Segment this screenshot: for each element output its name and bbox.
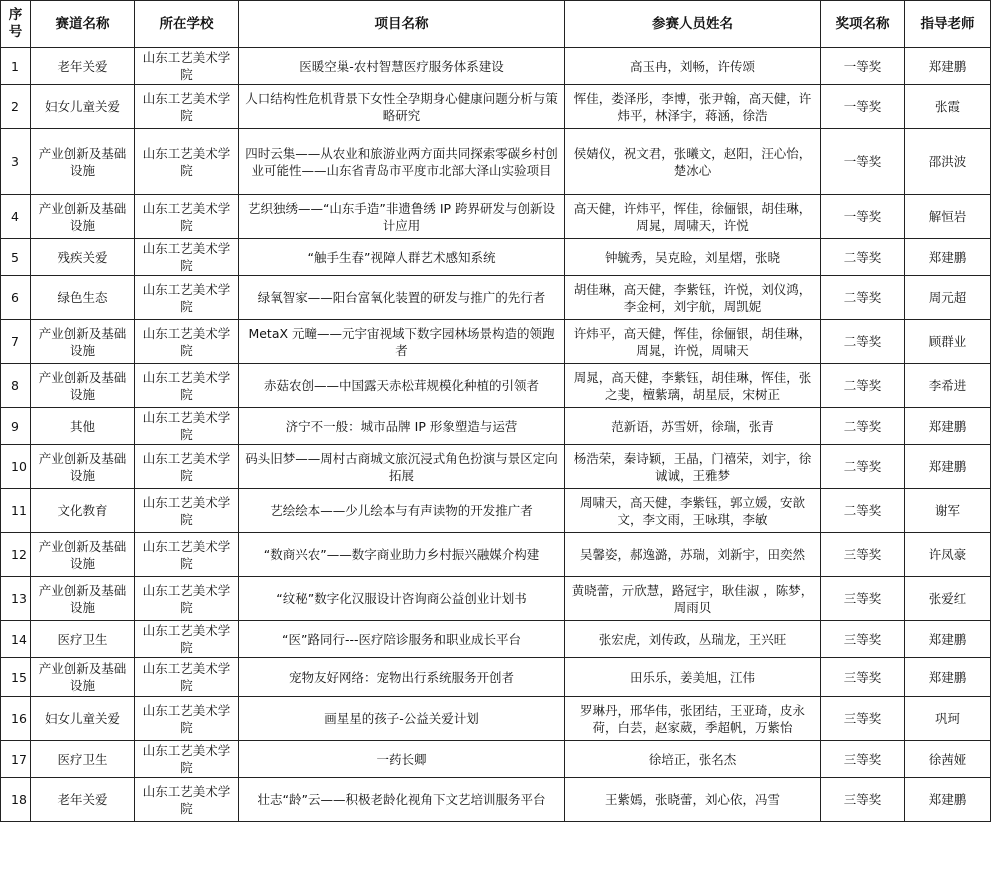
cell-award: 三等奖 (821, 741, 905, 778)
cell-school: 山东工艺美术学院 (135, 489, 239, 533)
table-row (1, 533, 991, 577)
cell-members: 恽佳，娄泽彤，李博，张尹翰，高天健，许炜平，林泽宇，蒋涵，徐浩 (565, 85, 821, 129)
cell-members: 周晁，高天健，李紫钰，胡佳琳，恽佳，张之斐，檀紫璃，胡星辰，宋树正 (565, 364, 821, 408)
table-row (1, 445, 991, 489)
table-row (1, 658, 991, 697)
cell-members: 田乐乐，姜美旭，江伟 (565, 658, 821, 697)
cell-index: 18 (1, 778, 31, 822)
cell-members: 胡佳琳，高天健，李紫钰，许悦，刘仪鸿，李金柯，刘宇航，周凯妮 (565, 276, 821, 320)
cell-school: 山东工艺美术学院 (135, 621, 239, 658)
cell-track: 文化教育 (31, 489, 135, 533)
cell-index: 8 (1, 364, 31, 408)
cell-members: 王紫嫣，张晓蕾，刘心依，冯雪 (565, 778, 821, 822)
cell-project: 艺绘绘本——少儿绘本与有声读物的开发推广者 (239, 489, 565, 533)
cell-school: 山东工艺美术学院 (135, 697, 239, 741)
cell-school: 山东工艺美术学院 (135, 577, 239, 621)
cell-track: 产业创新及基础设施 (31, 533, 135, 577)
cell-index: 12 (1, 533, 31, 577)
cell-school: 山东工艺美术学院 (135, 239, 239, 276)
cell-project: 赤菇农创——中国露天赤松茸规模化种植的引领者 (239, 364, 565, 408)
cell-index: 17 (1, 741, 31, 778)
cell-index: 11 (1, 489, 31, 533)
cell-school: 山东工艺美术学院 (135, 778, 239, 822)
cell-award: 三等奖 (821, 533, 905, 577)
cell-teacher: 郑建鹏 (905, 621, 991, 658)
table-row (1, 741, 991, 778)
cell-award: 一等奖 (821, 129, 905, 195)
cell-members: 杨浩荣，秦诗颖，王晶，门禧荣，刘宇，徐诚诚，王雅梦 (565, 445, 821, 489)
cell-track: 产业创新及基础设施 (31, 320, 135, 364)
cell-teacher: 解恒岩 (905, 195, 991, 239)
cell-project: “医”路同行---医疗陪诊服务和职业成长平台 (239, 621, 565, 658)
cell-track: 其他 (31, 408, 135, 445)
cell-members: 张宏虎，刘传政，丛瑞龙，王兴旺 (565, 621, 821, 658)
cell-members: 钟毓秀，吴克睑，刘星熠，张晓 (565, 239, 821, 276)
cell-track: 绿色生态 (31, 276, 135, 320)
cell-school: 山东工艺美术学院 (135, 364, 239, 408)
cell-award: 二等奖 (821, 239, 905, 276)
cell-members: 周啸天，高天健，李紫钰，郭立媛，安歆文，李文雨，王咏琪，李敏 (565, 489, 821, 533)
cell-teacher: 顾群业 (905, 320, 991, 364)
header-teacher: 指导老师 (905, 1, 991, 48)
cell-project: 艺织独绣——“山东手造”非遗鲁绣 IP 跨界研发与创新设计应用 (239, 195, 565, 239)
cell-members: 黄晓蕾，亓欣慧，路冠宇，耿佳淑 ，陈梦，周雨贝 (565, 577, 821, 621)
cell-track: 产业创新及基础设施 (31, 577, 135, 621)
cell-school: 山东工艺美术学院 (135, 48, 239, 85)
cell-project: “纹秘”数字化汉服设计咨询商公益创业计划书 (239, 577, 565, 621)
cell-project: 画星星的孩子-公益关爱计划 (239, 697, 565, 741)
cell-index: 6 (1, 276, 31, 320)
cell-track: 产业创新及基础设施 (31, 195, 135, 239)
cell-teacher: 郑建鹏 (905, 778, 991, 822)
cell-track: 医疗卫生 (31, 741, 135, 778)
cell-teacher: 邵洪波 (905, 129, 991, 195)
cell-index: 13 (1, 577, 31, 621)
header-members: 参赛人员姓名 (565, 1, 821, 48)
cell-teacher: 张爱红 (905, 577, 991, 621)
table-row (1, 320, 991, 364)
header-row (1, 1, 991, 48)
cell-project: MetaX 元疃——元宇宙视域下数字园林场景构造的领跑者 (239, 320, 565, 364)
cell-index: 5 (1, 239, 31, 276)
table-row (1, 195, 991, 239)
cell-members: 侯婧仪，祝文君，张曦文，赵阳，汪心怡，楚冰心 (565, 129, 821, 195)
cell-index: 7 (1, 320, 31, 364)
cell-teacher: 徐茜娅 (905, 741, 991, 778)
cell-project: “数商兴农”——数字商业助力乡村振兴融媒介构建 (239, 533, 565, 577)
cell-members: 吴馨姿，郝逸潞，苏瑞，刘新宇，田奕然 (565, 533, 821, 577)
cell-project: 医暖空巢-农村智慧医疗服务体系建设 (239, 48, 565, 85)
table-row (1, 48, 991, 85)
cell-index: 16 (1, 697, 31, 741)
table-row (1, 489, 991, 533)
cell-members: 罗琳丹，邢华伟，张团结，王亚琦，皮永荷，白芸，赵家葳，季超帆，万紫怡 (565, 697, 821, 741)
cell-school: 山东工艺美术学院 (135, 129, 239, 195)
cell-award: 二等奖 (821, 364, 905, 408)
table-row (1, 621, 991, 658)
cell-project: 绿氧智家——阳台富氧化装置的研发与推广的先行者 (239, 276, 565, 320)
header-index: 序号 (1, 1, 31, 48)
header-school: 所在学校 (135, 1, 239, 48)
cell-members: 范新语，苏雪妍，徐瑞，张青 (565, 408, 821, 445)
cell-teacher: 郑建鹏 (905, 445, 991, 489)
cell-school: 山东工艺美术学院 (135, 445, 239, 489)
cell-teacher: 郑建鹏 (905, 48, 991, 85)
header-award: 奖项名称 (821, 1, 905, 48)
cell-teacher: 张霞 (905, 85, 991, 129)
cell-project: “触手生春”视障人群艺术感知系统 (239, 239, 565, 276)
cell-award: 二等奖 (821, 320, 905, 364)
table-row (1, 408, 991, 445)
cell-award: 一等奖 (821, 48, 905, 85)
cell-track: 产业创新及基础设施 (31, 445, 135, 489)
cell-school: 山东工艺美术学院 (135, 658, 239, 697)
cell-teacher: 郑建鹏 (905, 239, 991, 276)
cell-teacher: 巩珂 (905, 697, 991, 741)
cell-index: 4 (1, 195, 31, 239)
cell-members: 徐培正，张名杰 (565, 741, 821, 778)
cell-track: 妇女儿童关爱 (31, 85, 135, 129)
cell-track: 医疗卫生 (31, 621, 135, 658)
cell-school: 山东工艺美术学院 (135, 408, 239, 445)
header-track: 赛道名称 (31, 1, 135, 48)
cell-track: 产业创新及基础设施 (31, 364, 135, 408)
cell-award: 三等奖 (821, 658, 905, 697)
cell-track: 产业创新及基础设施 (31, 658, 135, 697)
cell-index: 10 (1, 445, 31, 489)
table-row (1, 778, 991, 822)
cell-teacher: 周元超 (905, 276, 991, 320)
cell-project: 一药长卿 (239, 741, 565, 778)
cell-school: 山东工艺美术学院 (135, 85, 239, 129)
cell-award: 三等奖 (821, 697, 905, 741)
cell-index: 14 (1, 621, 31, 658)
cell-track: 残疾关爱 (31, 239, 135, 276)
cell-index: 1 (1, 48, 31, 85)
table-row (1, 85, 991, 129)
cell-members: 许炜平，高天健，恽佳，徐俪银，胡佳琳，周晁，许悦，周啸天 (565, 320, 821, 364)
cell-index: 9 (1, 408, 31, 445)
cell-award: 三等奖 (821, 621, 905, 658)
cell-school: 山东工艺美术学院 (135, 320, 239, 364)
cell-teacher: 郑建鹏 (905, 658, 991, 697)
table-row (1, 276, 991, 320)
cell-school: 山东工艺美术学院 (135, 741, 239, 778)
cell-project: 四时云集——从农业和旅游业两方面共同探索零碳乡村创业可能性——山东省青岛市平度市北部大泽山实验项目 (239, 129, 565, 195)
cell-school: 山东工艺美术学院 (135, 533, 239, 577)
cell-project: 宠物友好网络：宠物出行系统服务开创者 (239, 658, 565, 697)
cell-track: 老年关爱 (31, 48, 135, 85)
cell-teacher: 谢军 (905, 489, 991, 533)
cell-members: 高玉冉，刘畅，许传颂 (565, 48, 821, 85)
table-row (1, 364, 991, 408)
cell-track: 妇女儿童关爱 (31, 697, 135, 741)
cell-award: 二等奖 (821, 408, 905, 445)
cell-project: 济宁不一般：城市品牌 IP 形象塑造与运营 (239, 408, 565, 445)
cell-award: 一等奖 (821, 85, 905, 129)
cell-award: 三等奖 (821, 778, 905, 822)
cell-members: 高天健，许炜平，恽佳，徐俪银，胡佳琳，周晁，周啸天，许悦 (565, 195, 821, 239)
cell-award: 二等奖 (821, 276, 905, 320)
cell-award: 二等奖 (821, 445, 905, 489)
cell-teacher: 许凤豪 (905, 533, 991, 577)
cell-index: 2 (1, 85, 31, 129)
table-row (1, 129, 991, 195)
cell-project: 壮志“龄”云——积极老龄化视角下文艺培训服务平台 (239, 778, 565, 822)
cell-track: 产业创新及基础设施 (31, 129, 135, 195)
cell-project: 码头旧梦——周村古商城文旅沉浸式角色扮演与景区定向拓展 (239, 445, 565, 489)
cell-index: 15 (1, 658, 31, 697)
table-row (1, 577, 991, 621)
cell-award: 二等奖 (821, 489, 905, 533)
cell-school: 山东工艺美术学院 (135, 195, 239, 239)
table-row (1, 239, 991, 276)
table-row (1, 697, 991, 741)
cell-index: 3 (1, 129, 31, 195)
header-project: 项目名称 (239, 1, 565, 48)
cell-award: 三等奖 (821, 577, 905, 621)
cell-award: 一等奖 (821, 195, 905, 239)
cell-track: 老年关爱 (31, 778, 135, 822)
cell-school: 山东工艺美术学院 (135, 276, 239, 320)
cell-teacher: 郑建鹏 (905, 408, 991, 445)
cell-teacher: 李希进 (905, 364, 991, 408)
cell-project: 人口结构性危机背景下女性全孕期身心健康问题分析与策略研究 (239, 85, 565, 129)
